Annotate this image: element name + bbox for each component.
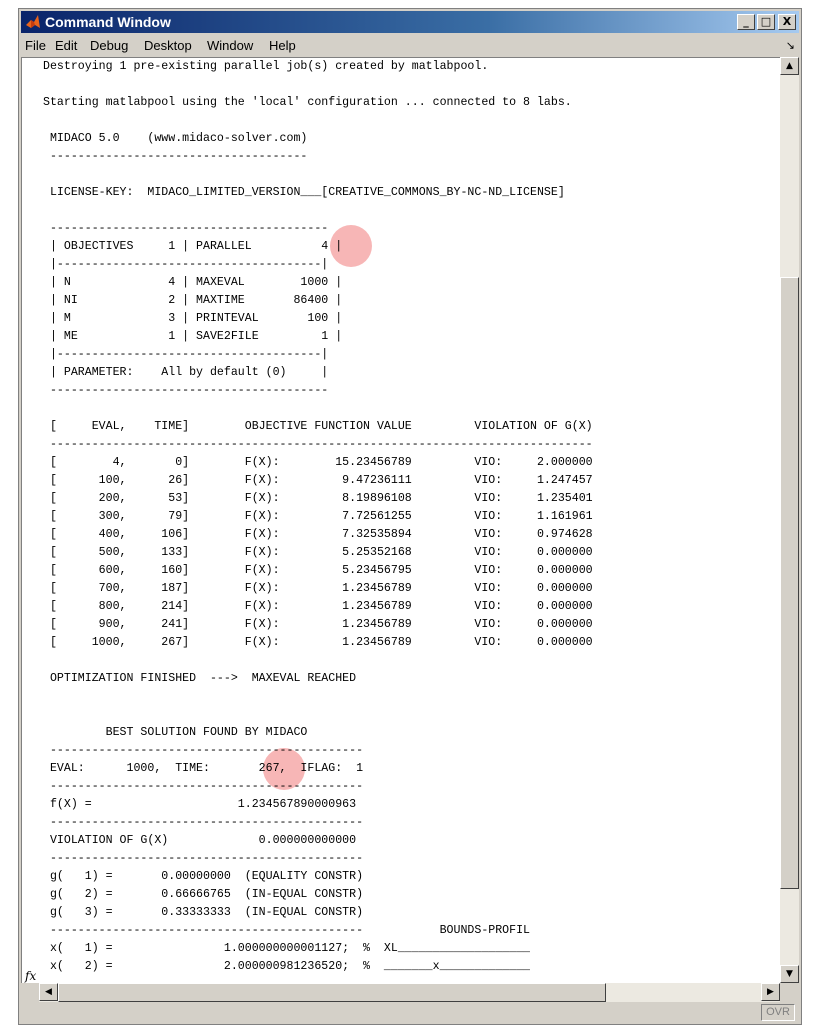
console-line: Starting matlabpool using the 'local' configuration ... connected to 8 labs.	[43, 96, 572, 109]
console-line: [ 400, 106] F(X): 7.32535894 VIO: 0.974628	[43, 528, 593, 541]
minimize-button[interactable]: _	[737, 14, 755, 30]
console-line: LICENSE-KEY: MIDACO_LIMITED_VERSION___[CREATIVE_COMMONS_BY-NC-ND_LICENSE]	[43, 186, 565, 199]
scroll-up-button[interactable]: ▲	[780, 57, 799, 75]
matlab-logo-icon	[25, 14, 41, 30]
scroll-right-button[interactable]: ▶	[761, 983, 780, 1001]
menu-desktop[interactable]: Desktop	[144, 38, 192, 53]
console-line: [ EVAL, TIME] OBJECTIVE FUNCTION VALUE VIOLATION OF G(X)	[43, 420, 593, 433]
console-line: |--------------------------------------|	[43, 258, 329, 271]
console-line: [ 600, 160] F(X): 5.23456795 VIO: 0.000000	[43, 564, 593, 577]
console-line: | ME 1 | SAVE2FILE 1 |	[43, 330, 343, 343]
console-output-area[interactable]	[21, 57, 780, 983]
console-line	[43, 166, 593, 184]
close-button[interactable]: X	[778, 14, 796, 30]
console-line: Destroying 1 pre-existing parallel job(s) created by matlabpool.	[43, 60, 489, 73]
console-line: g( 1) = 0.00000000 (EQUALITY CONSTR)	[43, 870, 364, 883]
console-line: ----------------------------------------	[43, 384, 329, 397]
console-line	[43, 400, 593, 418]
menu-window[interactable]: Window	[207, 38, 254, 53]
window-title: Command Window	[45, 14, 171, 30]
console-line: | N 4 | MAXEVAL 1000 |	[43, 276, 343, 289]
menu-edit[interactable]: Edit	[55, 38, 78, 53]
console-line: [ 100, 26] F(X): 9.47236111 VIO: 1.247457	[43, 474, 593, 487]
console-line: f(X) = 1.234567890000963	[43, 798, 357, 811]
maximize-button[interactable]: □	[757, 14, 775, 30]
vertical-scroll-thumb[interactable]	[780, 277, 799, 889]
title-bar[interactable]	[21, 11, 799, 33]
console-line: | PARAMETER: All by default (0) |	[43, 366, 329, 379]
status-bar	[21, 1003, 799, 1023]
console-line	[43, 688, 593, 706]
console-line	[43, 652, 593, 670]
console-line: ---------------------------------------------	[43, 744, 364, 757]
console-line	[43, 76, 593, 94]
console-line: OPTIMIZATION FINISHED ---> MAXEVAL REACHED	[43, 672, 357, 685]
console-text[interactable]	[43, 58, 593, 976]
console-line: [ 1000, 267] F(X): 1.23456789 VIO: 0.000000	[43, 636, 593, 649]
console-line: g( 3) = 0.33333333 (IN-EQUAL CONSTR)	[43, 906, 364, 919]
console-line: VIOLATION OF G(X) 0.000000000000	[43, 834, 357, 847]
undock-arrow-icon[interactable]: ↘	[785, 40, 795, 52]
console-line: ---------------------------------------------	[43, 780, 364, 793]
console-line: | M 3 | PRINTEVAL 100 |	[43, 312, 343, 325]
console-line: |--------------------------------------|	[43, 348, 329, 361]
menu-bar	[21, 36, 799, 56]
menu-file[interactable]: File	[25, 38, 46, 53]
console-line: | OBJECTIVES 1 | PARALLEL 4 |	[43, 240, 343, 253]
console-line: ------------------------------------------------------------------------------	[43, 438, 593, 451]
function-browser-icon[interactable]: fx	[25, 969, 37, 983]
console-line: ---------------------------------------------	[43, 852, 364, 865]
console-line	[43, 706, 593, 724]
console-line: x( 2) = 2.000000981236520; % _______x_____________	[43, 960, 531, 973]
console-line: [ 300, 79] F(X): 7.72561255 VIO: 1.161961	[43, 510, 593, 523]
console-line: x( 1) = 1.000000000001127; % XL___________________	[43, 942, 531, 955]
console-line: -------------------------------------	[43, 150, 308, 163]
console-line: [ 900, 241] F(X): 1.23456789 VIO: 0.000000	[43, 618, 593, 631]
console-line: ---------------------------------------------	[43, 816, 364, 829]
console-line: ----------------------------------------	[43, 222, 329, 235]
console-line: [ 700, 187] F(X): 1.23456789 VIO: 0.000000	[43, 582, 593, 595]
console-line	[43, 202, 593, 220]
scroll-left-button[interactable]: ◀	[39, 983, 58, 1001]
menu-help[interactable]: Help	[269, 38, 296, 53]
console-line: [ 4, 0] F(X): 15.23456789 VIO: 2.000000	[43, 456, 593, 469]
menu-debug[interactable]: Debug	[90, 38, 129, 53]
overwrite-indicator: OVR	[761, 1004, 795, 1021]
prompt-gutter	[22, 58, 42, 983]
console-line: [ 200, 53] F(X): 8.19896108 VIO: 1.235401	[43, 492, 593, 505]
console-line	[43, 112, 593, 130]
console-line: | NI 2 | MAXTIME 86400 |	[43, 294, 343, 307]
console-line: --------------------------------------------- BOUNDS-PROFIL	[43, 924, 531, 937]
console-line: BEST SOLUTION FOUND BY MIDACO	[43, 726, 308, 739]
console-line: [ 500, 133] F(X): 5.25352168 VIO: 0.000000	[43, 546, 593, 559]
console-line: g( 2) = 0.66666765 (IN-EQUAL CONSTR)	[43, 888, 364, 901]
console-line: EVAL: 1000, TIME: 267, IFLAG: 1	[43, 762, 364, 775]
command-window	[18, 8, 802, 1025]
scroll-down-button[interactable]: ▼	[780, 965, 799, 983]
console-line: [ 800, 214] F(X): 1.23456789 VIO: 0.000000	[43, 600, 593, 613]
horizontal-scroll-thumb[interactable]	[58, 983, 606, 1002]
vertical-scrollbar[interactable]	[780, 57, 799, 983]
horizontal-scrollbar[interactable]	[39, 983, 780, 1002]
console-line: MIDACO 5.0 (www.midaco-solver.com)	[43, 132, 308, 145]
